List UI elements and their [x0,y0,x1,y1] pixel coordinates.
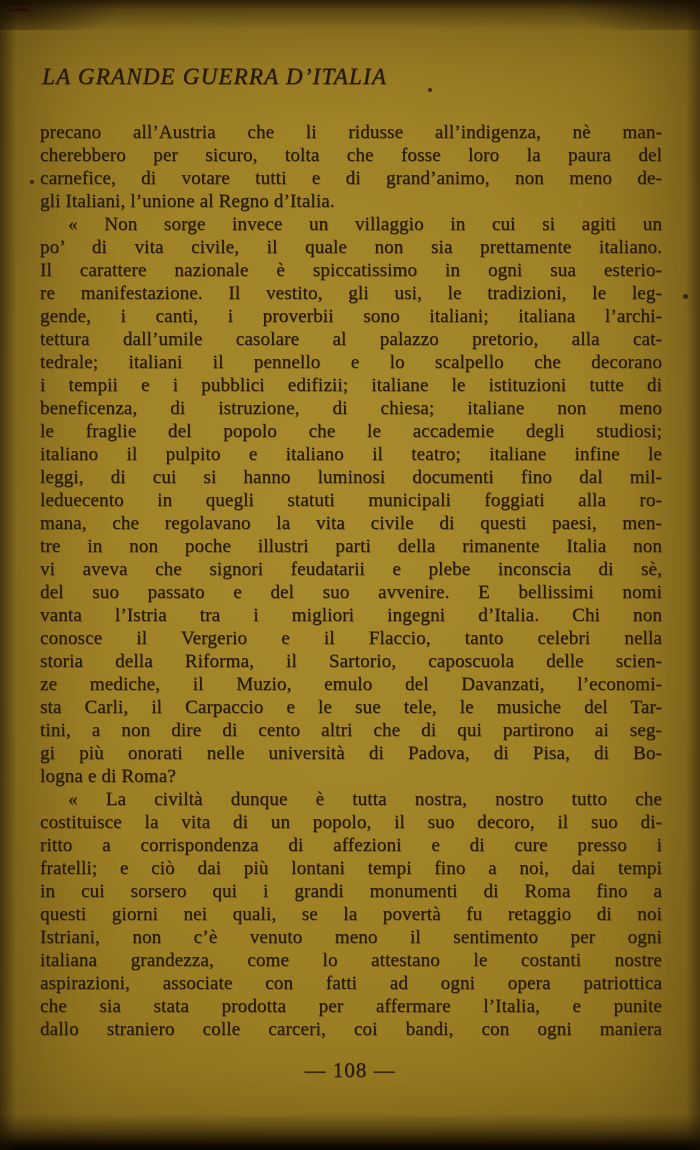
text-line: gi più onorati nelle università di Padova, di Pisa, di Bo- [40,743,662,764]
text-line: logna e di Roma? [40,766,176,787]
text-line: aspirazioni, associate con fatti ad ogni opera patriottica [40,973,662,994]
text-line: re manifestazione. Il vestito, gli usi, le tradizioni, le leg- [40,283,662,304]
text-line: « La civiltà dunque è tutta nostra, nostro tutto che [68,789,662,810]
text-line: cherebbero per sicuro, tolta che fosse loro la paura del [40,145,662,166]
running-header: LA GRANDE GUERRA D’ITALIA [42,64,387,89]
text-line: i tempii e i pubblici edifizii; italiane le istituzioni tutte di [40,375,662,396]
text-line: le fraglie del popolo che le accademie degli studiosi; [40,421,662,442]
scan-edge-bottom [0,1114,700,1150]
text-line: carnefice, di votare tutti e di grand’animo, non meno de- [40,168,662,189]
text-line: gli Italiani, l’unione al Regno d’Italia. [40,191,335,212]
text-line: costituisce la vita di un popolo, il suo decoro, il suo di- [40,812,662,833]
page-number-text: — 108 — [304,1058,396,1082]
text-line: vi aveva che signori feudatarii e plebe inconscia di sè, [40,559,662,580]
ink-speck [428,88,432,92]
text-line: precano all’Austria che li ridusse all’indigenza, nè man- [40,122,662,143]
ink-speck [683,294,688,299]
text-line: mana, che regolavano la vita civile di questi paesi, men- [40,513,662,534]
text-line: ze mediche, il Muzio, emulo del Davanzati, l’economi- [40,674,662,695]
text-line: che sia stata prodotta per affermare l’Italia, e punite [40,996,662,1017]
ink-speck [30,180,34,184]
text-line: vanta l’Istria tra i migliori ingegni d’Italia. Chi non [40,605,662,626]
text-line: leduecento in quegli statuti municipali foggiati alla ro- [40,490,662,511]
text-line: tini, a non dire di cento altri che di qui partirono ai seg- [40,720,662,741]
text-line: beneficenza, di istruzione, di chiesa; italiane non meno [40,398,662,419]
text-line: storia della Riforma, il Sartorio, caposcuola delle scien- [40,651,662,672]
text-line: tettura dall’umile casolare al palazzo pretorio, alla cat- [40,329,662,350]
text-line: italiana grandezza, come lo attestano le costanti nostre [40,950,662,971]
text-line: po’ di vita civile, il quale non sia prettamente italiano. [40,237,662,258]
scan-edge-top [0,0,700,30]
text-line: dallo straniero colle carceri, coi bandi, con ogni maniera [40,1019,662,1040]
page-number [0,1058,700,1083]
text-line: del suo passato e del suo avvenire. E bellissimi nomi [40,582,662,603]
text-line: conosce il Vergerio e il Flaccio, tanto celebri nella [40,628,662,649]
red-ink-mark [5,1,35,24]
text-line: gende, i canti, i proverbii sono italiani; italiana l’archi- [40,306,662,327]
page-body-text [40,121,662,1041]
scan-edge-left [0,0,16,1150]
text-line: in cui sorsero qui i grandi monumenti di Roma fino a [40,881,662,902]
text-line: italiano il pulpito e italiano il teatro; italiane infine le [40,444,662,465]
text-line: questi giorni nei quali, se la povertà fu retaggio di noi [40,904,662,925]
text-line: tedrale; italiani il pennello e lo scalpello che decorano [40,352,662,373]
scan-edge-right [686,0,700,1150]
text-line: tre in non poche illustri parti della rimanente Italia non [40,536,662,557]
red-ink-mark-strokes [5,1,35,19]
text-line: Istriani, non c’è venuto meno il sentimento per ogni [40,927,662,948]
text-line: « Non sorge invece un villaggio in cui si agiti un [68,214,662,235]
text-line: sta Carli, il Carpaccio e le sue tele, le musiche del Tar- [40,697,662,718]
text-line: leggi, di cui si hanno luminosi documenti fino dal mil- [40,467,662,488]
text-line: Il carattere nazionale è spiccatissimo in ogni sua esterio- [40,260,662,281]
text-line: fratelli; e ciò dai più lontani tempi fino a noi, dai tempi [40,858,662,879]
text-line: ritto a corrispondenza di affezioni e di cure presso i [40,835,662,856]
